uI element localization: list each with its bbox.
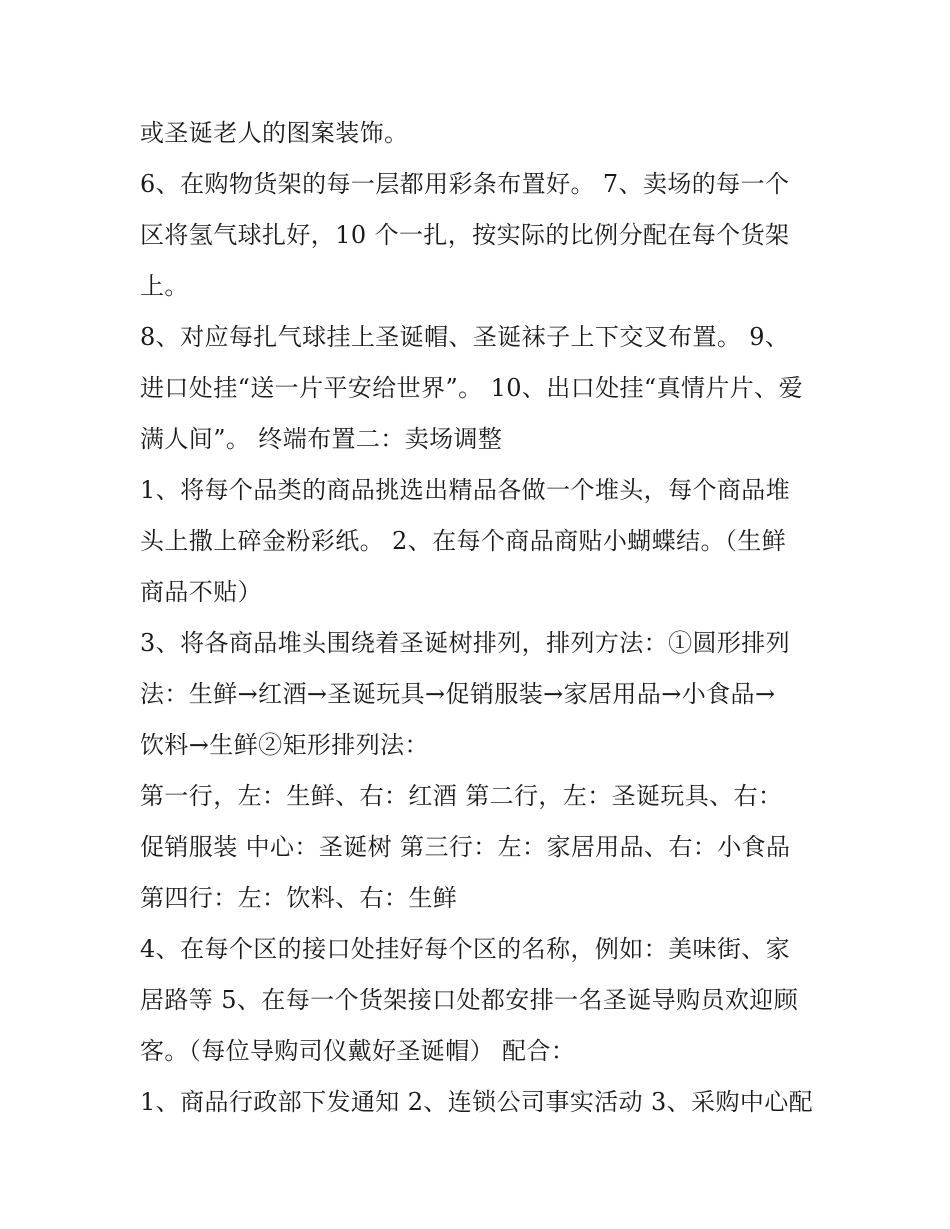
text-line: 8、对应每扎气球挂上圣诞帽、圣诞袜子上下交叉布置。 9、 [140, 323, 790, 351]
text-line: 或圣诞老人的图案装饰。 [140, 119, 409, 147]
text-line: 饮料→生鲜②矩形排列法： [140, 731, 429, 759]
text-line: 4、在每个区的接口处挂好每个区的名称，例如：美味街、家 [140, 935, 791, 963]
text-line: 商品不贴） [140, 578, 262, 606]
text-line: 满人间”。 终端布置二：卖场调整 [140, 425, 503, 453]
document-body [140, 108, 820, 1128]
paragraph-3 [140, 312, 820, 465]
text-line: 第四行：左：饮料、右：生鲜 [140, 884, 458, 912]
text-line: 第一行，左：生鲜、右：红酒 第二行，左：圣诞玩具、右： [140, 782, 783, 810]
paragraph-4 [140, 465, 820, 618]
text-line: 法：生鲜→红酒→圣诞玩具→促销服装→家居用品→小食品→ [140, 680, 776, 708]
text-line: 进口处挂“送一片平安给世界”。 10、出口处挂“真情片片、爱 [140, 374, 803, 402]
text-line: 头上撒上碎金粉彩纸。 2、在每个商品商贴小蝴蝶结。（生鲜 [140, 527, 787, 555]
paragraph-7 [140, 924, 820, 1077]
paragraph-6 [140, 771, 820, 924]
text-line: 促销服装 中心：圣诞树 第三行：左：家居用品、右：小食品 [140, 833, 791, 861]
text-line: 客。（每位导购司仪戴好圣诞帽） 配合： [140, 1037, 576, 1065]
text-line: 上。 [140, 272, 189, 300]
text-line: 区将氢气球扎好，10 个一扎，按实际的比例分配在每个货架 [140, 221, 790, 249]
text-line: 居路等 5、在每一个货架接口处都安排一名圣诞导购员欢迎顾 [140, 986, 799, 1014]
paragraph-8 [140, 1077, 820, 1128]
text-line: 1、商品行政部下发通知 2、连锁公司事实活动 3、采购中心配 [140, 1088, 814, 1116]
text-line: 1、将每个品类的商品挑选出精品各做一个堆头，每个商品堆 [140, 476, 791, 504]
text-line: 3、将各商品堆头围绕着圣诞树排列，排列方法：①圆形排列 [140, 629, 791, 657]
paragraph-2 [140, 159, 820, 312]
paragraph-5 [140, 618, 820, 771]
paragraph-1 [140, 108, 820, 159]
text-line: 6、在购物货架的每一层都用彩条布置好。 7、卖场的每一个 [140, 170, 790, 198]
